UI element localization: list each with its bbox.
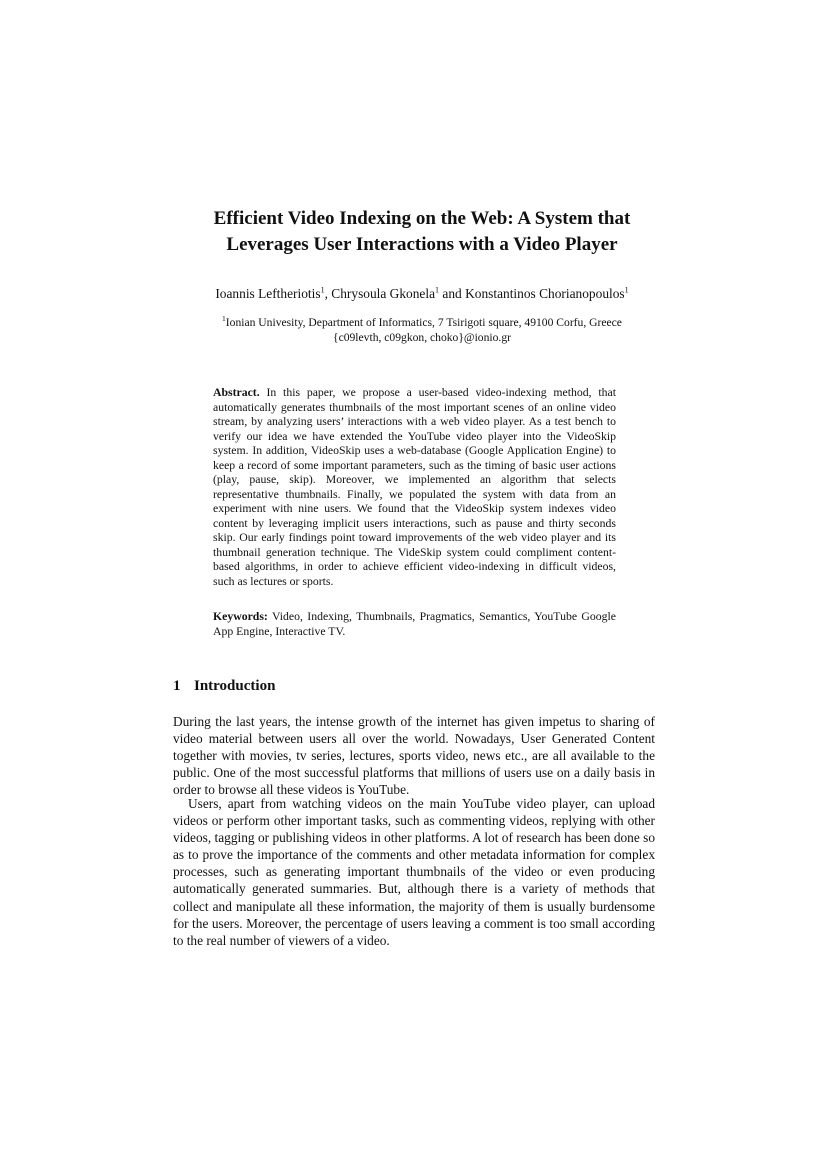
author-affiliation-mark: 1: [624, 285, 629, 295]
author-name: Konstantinos Chorianopoulos: [465, 286, 625, 301]
section-number: 1: [173, 678, 181, 694]
affiliation-mark: 1: [222, 314, 226, 324]
affiliation-text: Ionian Univesity, Department of Informatics, 7 Tsirigoti square, 49100 Corfu, Greece: [225, 316, 622, 329]
author-emails: {c09levth, c09gkon, choko}@ionio.gr: [333, 331, 511, 344]
title-line-1: Efficient Video Indexing on the Web: A System that: [213, 208, 631, 229]
section-title: Introduction: [194, 678, 276, 694]
keywords-text: Video, Indexing, Thumbnails, Pragmatics, Semantics, YouTube Google App Engine, Interactive TV.: [213, 610, 616, 638]
affiliation: [150, 315, 694, 345]
paper-title: [150, 206, 694, 258]
body-paragraph-2: Users, apart from watching videos on the main YouTube video player, can upload videos or perform other important tasks, such as commenting videos, replying with other videos, tagging or publishing videos in other platforms. A lot of research has been done so as to prove the importance of the comments and other metadata information for complex processes, such as generating important thumbnails of the video or even producing automatically generated summaries. But, although there is a variety of methods that collect and manipulate all these information, the majority of them is usually burdensome for the users. Moreover, the percentage of users leaving a comment is too small according to the real number of viewers of a video.: [173, 796, 655, 948]
keywords: [213, 610, 616, 639]
abstract: [213, 386, 616, 589]
author-separator: and: [439, 286, 466, 301]
author-name: Chrysoula Gkonela: [331, 286, 436, 301]
title-line-2: Leverages User Interactions with a Video Player: [226, 234, 618, 255]
author-affiliation-mark: 1: [435, 285, 440, 295]
section-heading: [173, 676, 275, 696]
author-list: [150, 285, 694, 303]
body-paragraph-1: During the last years, the intense growth of the internet has given impetus to sharing of video material between users all over the world. Nowadays, User Generated Content together with movies, tv series, lectures, sports video, news etc., are all available to the public. One of the most successful platforms that millions of users use on a daily basis in order to browse all these videos is YouTube.: [173, 714, 655, 798]
author-affiliation-mark: 1: [320, 285, 325, 295]
abstract-label: Abstract.: [213, 386, 260, 399]
keywords-label: Keywords:: [213, 610, 268, 623]
abstract-text: In this paper, we propose a user-based video-indexing method, that automatically generates thumbnails of the most important scenes of an online video stream, by analyzing users’ interactions with a web video player. As a test bench to verify our idea we have extended the YouTube video player into the VideoSkip system. In addition, VideoSkip uses a web-database (Google Application Engine) to keep a record of some important parameters, such as the timing of basic user actions (play, pause, skip). Moreover, we implemented an algorithm that selects representative thumbnails. Finally, we populated the system with data from an experiment with nine users. We found that the VideoSkip system indexes video content by leveraging implicit users interactions, such as pause and thirty seconds skip. Our early findings point toward improvements of the web video player and its thumbnail generation technique. The VideSkip system could compliment content-based algorithms, in order to achieve efficient video-indexing in difficult videos, such as lectures or sports.: [213, 386, 616, 588]
affiliation-line-1: [150, 315, 694, 330]
author-separator: ,: [324, 286, 332, 301]
author-name: Ioannis Leftheriotis: [215, 286, 321, 301]
